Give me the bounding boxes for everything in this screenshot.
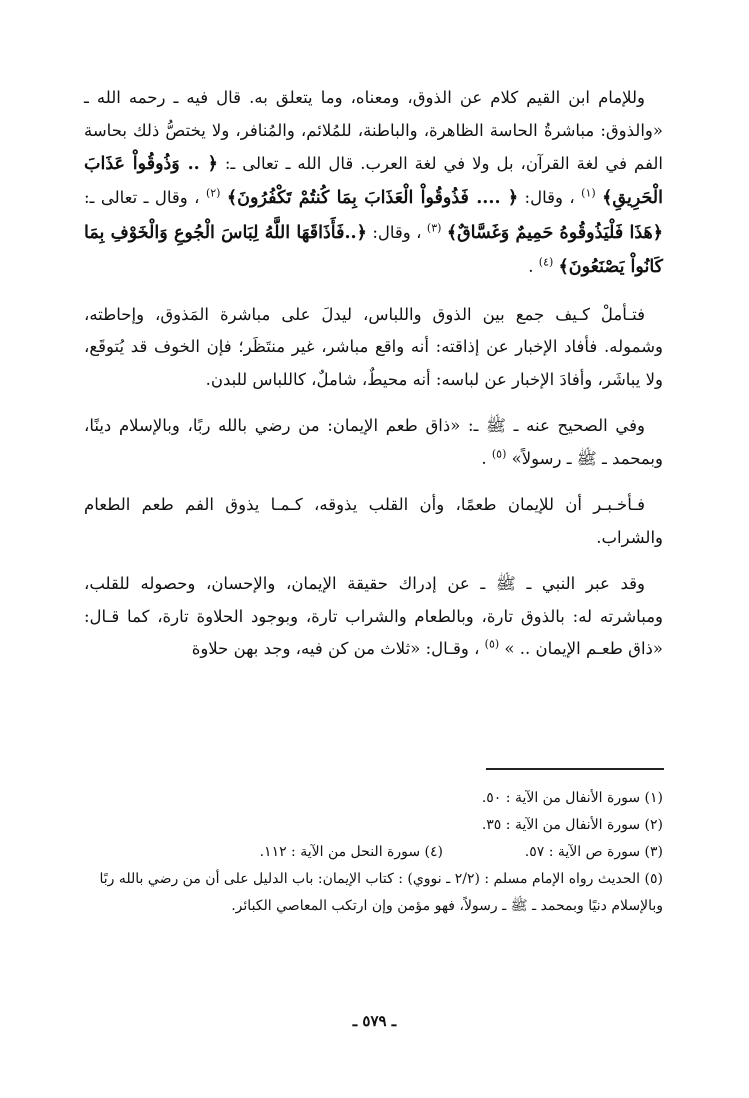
paragraph-text: وقد عبر النبي ـ ﷺ ـ عن إدراك حقيقة الإيمان، والإحسان، وحصوله للقلب، ومباشرته له: بالذوق تارة، وبالطعام والشراب تارة، وبوجود الحلاوة تارة، كما قـال: «ذاق طعـم الإيمان .. »: [84, 574, 663, 659]
footnote-ref: (١): [581, 186, 596, 200]
quran-verse: ﴿ .. وَذُوقُواْ عَذَابَ الْحَرِيقِ﴾: [84, 154, 663, 209]
footnote-1: (١) سورة الأنفال من الآية : ٥٠.: [481, 790, 663, 806]
footnote-ref: (٢): [205, 186, 221, 200]
paragraph-text: وفي الصحيح عنه ـ ﷺ ـ: «ذاق طعم الإيمان: من رضي بالله ربًا، وبالإسلام دينًا، وبمحمد ـ ﷺ ـ رسولاً»: [84, 416, 663, 468]
main-text: [84, 82, 663, 680]
quran-verse: ﴿ .... فَذُوقُواْ الْعَذَابَ بِمَا كُنتُمْ تَكْفُرُونَ﴾: [226, 188, 519, 209]
paragraph-text: وللإمام ابن القيم كلام عن الذوق، ومعناه، وما يتعلق به. قال فيه ـ رحمه الله ـ «والذوق: مباشرةُ الحاسة الظاهرة، والباطنة، للمُلائم، والمُنافر، ولا يختصُّ ذلك بحاسة الفم في لغة القرآن، بل ولا في لغة العرب. قال الله ـ تعالى ـ:: [84, 88, 663, 173]
footnote-5: (٥) الحديث رواه الإمام مسلم : (٢/٢ ـ نووي) : كتاب الإيمان: باب الدليل على أن من رضي بالله ربًا وبالإسلام دنيًا وبمحمد ـ ﷺ ـ رسولاً، فهو مؤمن وإن ارتكب المعاصي الكبائر.: [99, 871, 663, 915]
footnote-divider: [486, 768, 664, 770]
footnote-ref: (٥): [484, 637, 500, 651]
connector-text: ، وقال:: [524, 188, 575, 208]
connector-text: .: [528, 257, 534, 277]
footnotes: [84, 785, 663, 920]
quran-verse: ﴿هَذَا فَلْيَذُوقُوهُ حَمِيمٌ وَغَسَّاقٌ﴾: [446, 222, 663, 243]
connector-text: ، وقال ـ تعالى ـ:: [84, 188, 200, 208]
connector-text: .: [481, 448, 487, 468]
connector-text: ، وقـال: «ثلاث من كن فيه، وجد بهن حلاوة: [191, 639, 480, 659]
footnote-4: (٤) سورة النحل من الآية : ١١٢.: [259, 844, 443, 861]
paragraph-taammul: [84, 299, 663, 397]
footnote-row: [84, 839, 663, 866]
footnote-3: (٣) سورة ص الآية : ٥٧.: [524, 844, 663, 861]
paragraph-abbar: [84, 568, 663, 666]
footnote-ref: (٤): [538, 255, 554, 269]
paragraph-ibn-qayyim: [84, 82, 663, 285]
footnote-2: (٢) سورة الأنفال من الآية : ٣٥.: [481, 817, 663, 834]
page-number: ـ ٥٧٩ ـ: [352, 1012, 397, 1030]
footnote-ref: (٥): [491, 447, 507, 461]
footnote-ref: (٣): [426, 221, 442, 235]
connector-text: ، وقال:: [372, 222, 422, 242]
paragraph-text: فـأخـبـر أن للإيمان طعمًا، وأن القلب يذوقه، كـمـا يذوق الفم طعم الطعام والشراب.: [84, 495, 663, 547]
paragraph-text: فتـأملْ كـيف جمع بين الذوق واللباس، ليدلَ على مباشرة المَذوق، وإحاطته، وشموله. فأفاد الإخبار عن إذاقته: أنه واقع مباشر، غير منتَظَر؛ فإن الخوف قد يُتوقَع، ولا يباشَر، وأفادَ الإخبار عن لباسه: أنه محيطٌ، شاملٌ، كاللباس للبدن.: [84, 304, 663, 389]
quran-verse: ﴿..فَأَذَاقَهَا اللَّهُ لِبَاسَ الْجُوعِ وَالْخَوْفِ بِمَا كَانُواْ يَصْنَعُونَ﴾: [84, 222, 663, 278]
paragraph-akhbar: [84, 489, 663, 554]
paragraph-sahih: [84, 410, 663, 475]
